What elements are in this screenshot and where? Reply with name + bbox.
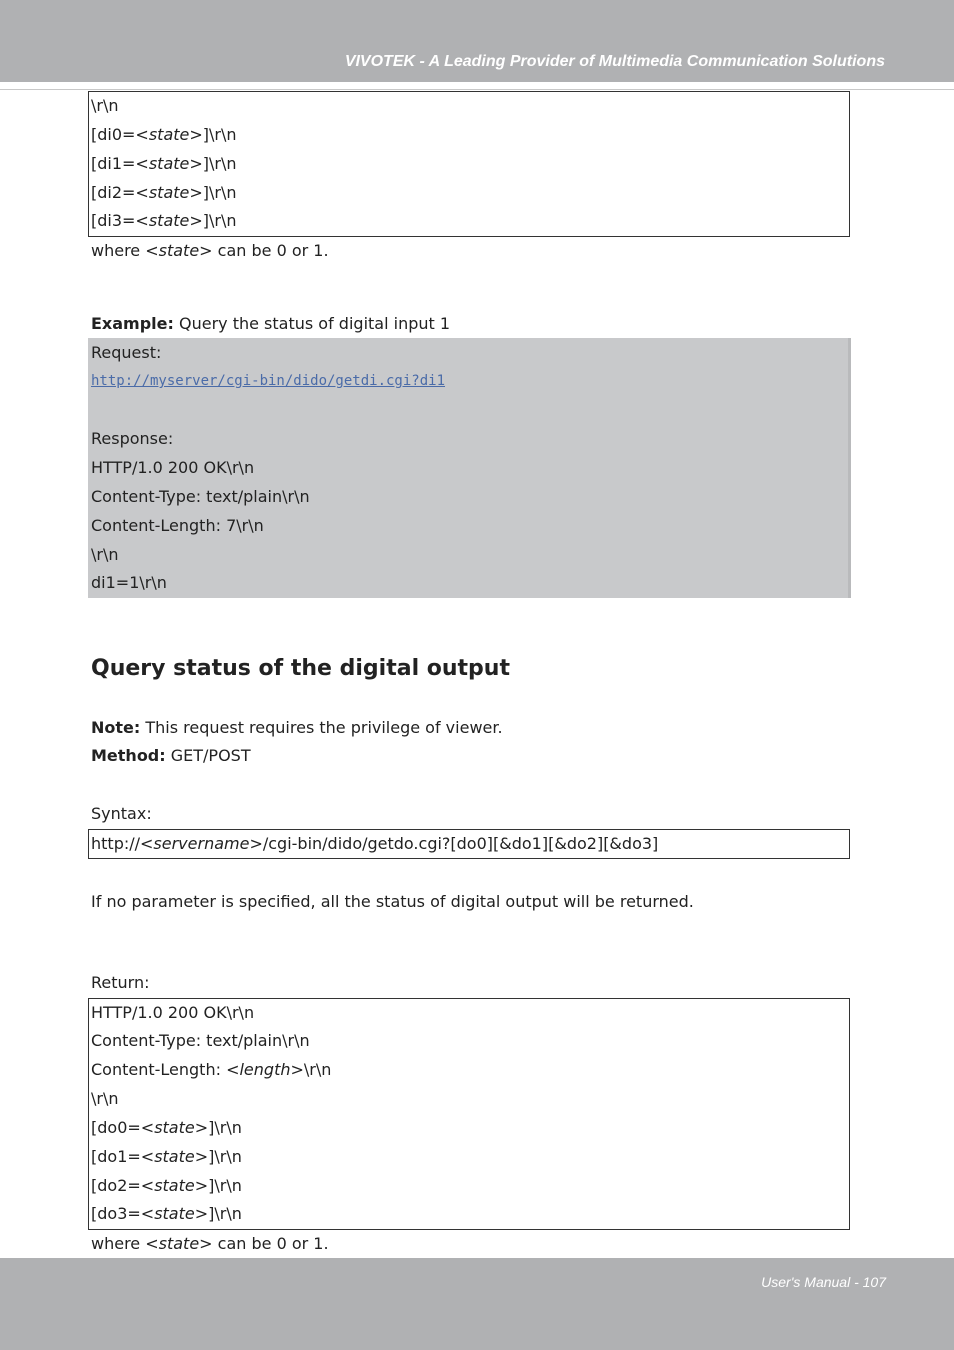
code-line: Content-Length: <length>\r\n	[91, 1060, 332, 1079]
code-line: [di1=<state>]\r\n	[91, 154, 237, 173]
method-text: Method: GET/POST	[91, 746, 251, 765]
response-line: Content-Type: text/plain\r\n	[91, 487, 310, 506]
request-link[interactable]: http://myserver/cgi-bin/dido/getdi.cgi?di1	[91, 373, 446, 389]
request-label: Request:	[91, 343, 162, 362]
response-line: Content-Length: 7\r\n	[91, 516, 264, 535]
code-line: [di3=<state>]\r\n	[91, 211, 237, 230]
code-line: HTTP/1.0 200 OK\r\n	[91, 1003, 255, 1022]
header-divider	[0, 89, 954, 90]
response-line: HTTP/1.0 200 OK\r\n	[91, 458, 255, 477]
page-header	[0, 0, 954, 82]
example-heading: Example: Query the status of digital input 1	[91, 314, 451, 333]
page-footer	[0, 1258, 954, 1350]
no-param-text: If no parameter is specified, all the status of digital output will be returned.	[91, 892, 694, 911]
code-line: [di0=<state>]\r\n	[91, 125, 237, 144]
return-label: Return:	[91, 973, 150, 992]
code-line: Content-Type: text/plain\r\n	[91, 1031, 310, 1050]
code-line: \r\n	[91, 96, 119, 115]
note-text: Note: This request requires the privilege of viewer.	[91, 718, 503, 737]
response-label: Response:	[91, 429, 174, 448]
section-title: Query status of the digital output	[91, 656, 510, 681]
request-link-line	[91, 370, 445, 391]
syntax-text: http://<servername>/cgi-bin/dido/getdo.cgi?[do0][&do1][&do2][&do3]	[91, 834, 659, 853]
page-number: User's Manual - 107	[761, 1274, 886, 1290]
header-title: VIVOTEK - A Leading Provider of Multimedia Communication Solutions	[344, 53, 885, 70]
code-line: [do3=<state>]\r\n	[91, 1204, 242, 1223]
di-where-text: where <state> can be 0 or 1.	[91, 241, 329, 260]
syntax-label: Syntax:	[91, 804, 152, 823]
code-line: [do0=<state>]\r\n	[91, 1118, 242, 1137]
code-line: \r\n	[91, 1089, 119, 1108]
response-line: \r\n	[91, 545, 119, 564]
response-line: di1=1\r\n	[91, 573, 167, 592]
code-line: [di2=<state>]\r\n	[91, 183, 237, 202]
do-where-text: where <state> can be 0 or 1.	[91, 1234, 329, 1253]
code-line: [do2=<state>]\r\n	[91, 1176, 242, 1195]
code-line: [do1=<state>]\r\n	[91, 1147, 242, 1166]
